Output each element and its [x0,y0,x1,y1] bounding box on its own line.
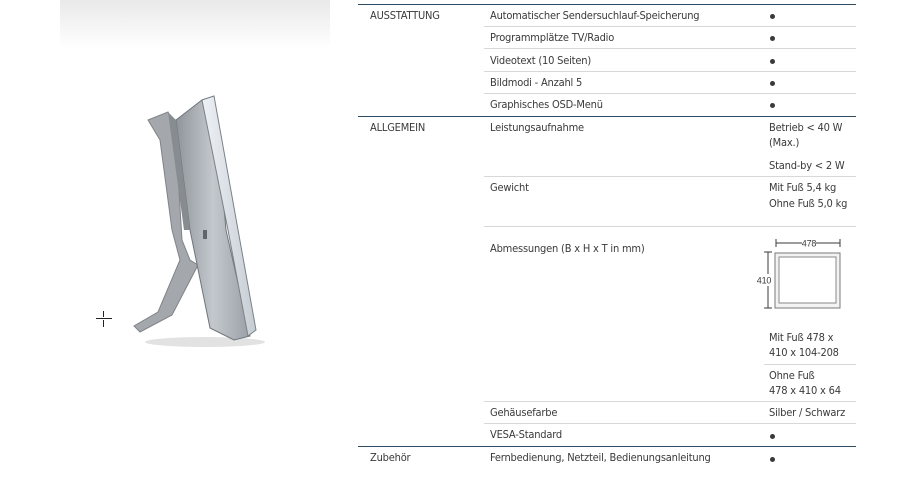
row-divider [484,48,856,49]
value-text: Mit Fuß 478 x [769,331,834,344]
image-top-shadow [60,0,330,48]
row-divider [484,71,856,72]
included-dot-icon [770,81,775,86]
section-divider [358,116,856,117]
feature-label: VESA-Standard [490,428,563,441]
included-dot-icon [770,14,775,19]
included-dot-icon [770,103,775,108]
row-divider [484,401,856,402]
value-divider [764,364,856,365]
value-text: 478 x 410 x 64 [769,384,841,397]
tv-side-view-image [110,90,270,352]
value-text: (Max.) [769,136,800,149]
feature-label: Videotext (10 Seiten) [490,54,591,67]
included-dot-icon [770,434,775,439]
feature-label: Fernbedienung, Netzteil, Bedienungsanleitung [490,451,711,464]
row-divider [484,26,856,27]
value-text: Silber / Schwarz [769,406,846,419]
included-dot-icon [770,59,775,64]
crosshair-cursor-icon [96,311,112,327]
feature-label: Gehäusefarbe [490,406,558,419]
row-divider [484,423,856,424]
width-dimension-label: 478 [801,238,817,249]
row-divider [484,176,856,177]
row-divider [484,93,856,94]
category-ausstattung: AUSSTATTUNG [370,9,440,22]
row-divider [484,226,856,227]
section-divider [358,446,856,447]
value-text: Mit Fuß 5,4 kg [769,181,837,194]
category-zubehoer: Zubehör [370,451,411,464]
feature-label: Leistungsaufnahme [490,121,584,134]
feature-label: Bildmodi - Anzahl 5 [490,76,583,89]
value-text: Ohne Fuß [769,369,815,382]
feature-label: Automatischer Sendersuchlauf-Speicherung [490,9,700,22]
value-text: 410 x 104-208 [769,346,839,359]
category-allgemein: ALLGEMEIN [370,121,426,134]
included-dot-icon [770,457,775,462]
section-divider [358,4,856,5]
feature-label: Programmplätze TV/Radio [490,31,615,44]
included-dot-icon [770,36,775,41]
value-text: Stand-by < 2 W [769,159,845,172]
value-text: Ohne Fuß 5,0 kg [769,197,848,210]
feature-label: Gewicht [490,181,529,194]
dimension-diagram [756,236,848,312]
value-text: Betrieb < 40 W [769,121,843,134]
feature-label: Graphisches OSD-Menü [490,98,603,111]
height-dimension-label: 410 [756,275,772,286]
feature-label: Abmessungen (B x H x T in mm) [490,242,645,255]
